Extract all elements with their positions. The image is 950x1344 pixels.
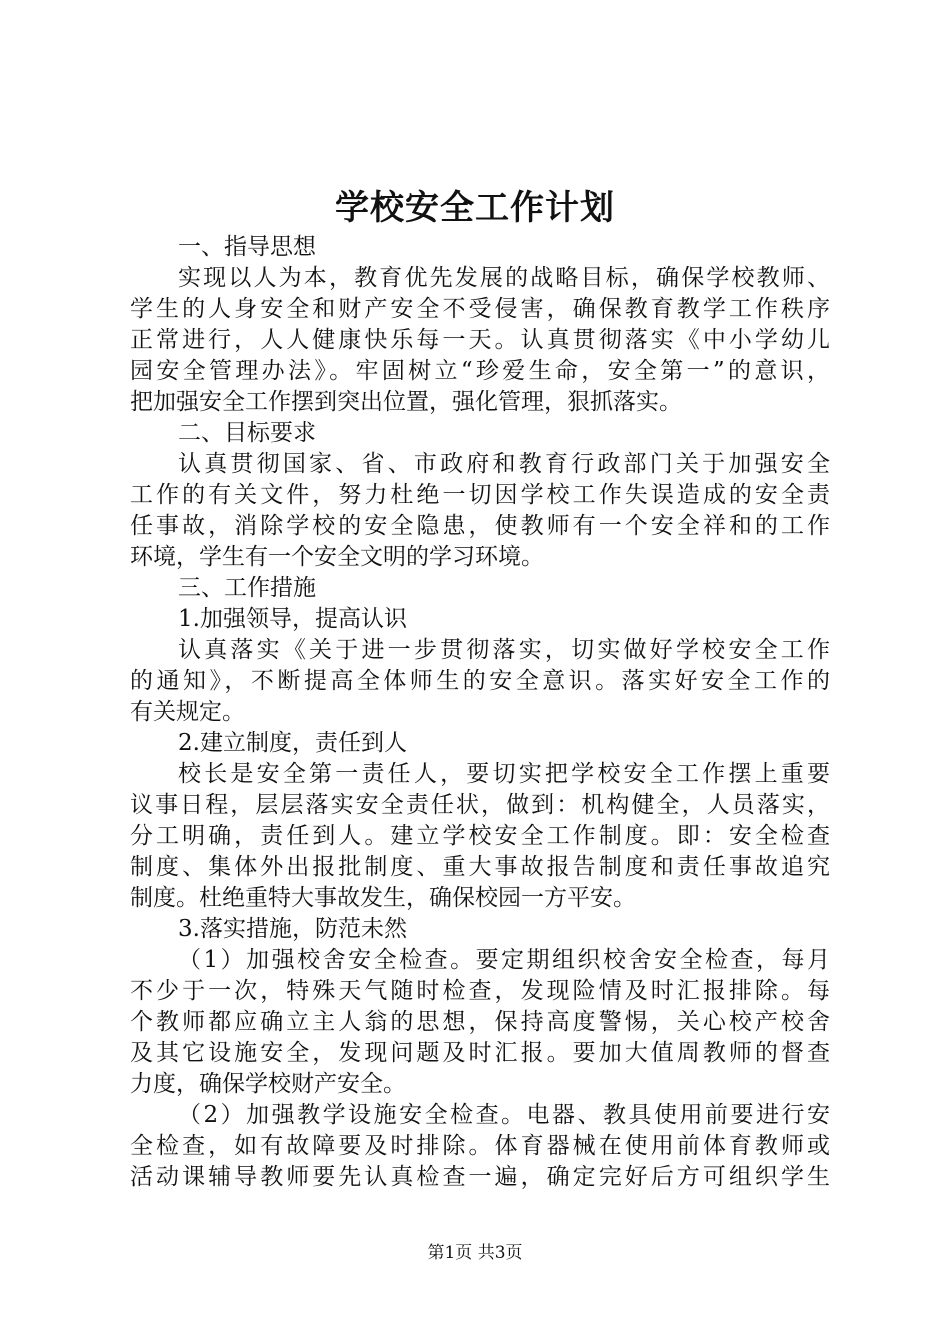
paragraph-line: 一、指导思想 [178,234,316,260]
paragraph-line: 1.加强领导，提高认识 [178,606,407,632]
paragraph-line: 议事日程，层层落实安全责任状，做到：机构健全，人员落实， [130,792,830,818]
paragraph-line: 三、工作措施 [178,575,316,601]
paragraph-line: 任事故，消除学校的安全隐患，使教师有一个安全祥和的工作 [130,513,830,539]
paragraph-line: 学生的人身安全和财产安全不受侵害，确保教育教学工作秩序 [130,296,830,322]
paragraph-line: 的通知》，不断提高全体师生的安全意识。落实好安全工作的 [130,668,830,694]
paragraph-line: 活动课辅导教师要先认真检查一遍，确定完好后方可组织学生 [130,1164,830,1190]
paragraph-line: 力度，确保学校财产安全。 [130,1071,406,1097]
paragraph-line: 实现以人为本，教育优先发展的战略目标，确保学校教师、 [178,265,830,291]
paragraph-line: 制度、集体外出报批制度、重大事故报告制度和责任事故追究 [130,854,830,880]
paragraph-line: 分工明确，责任到人。建立学校安全工作制度。即：安全检查 [130,823,830,849]
paragraph-line: 园安全管理办法》。牢固树立“珍爱生命，安全第一”的意识， [130,358,830,384]
paragraph-line: 认真贯彻国家、省、市政府和教育行政部门关于加强安全 [178,451,830,477]
document-title: 学校安全工作计划 [335,188,615,228]
page-footer: 第1页 共3页 [427,1243,523,1263]
paragraph-line: 有关规定。 [130,699,245,725]
paragraph-line: 环境，学生有一个安全文明的学习环境。 [130,544,544,570]
paragraph-line: 把加强安全工作摆到突出位置，强化管理，狠抓落实。 [130,389,682,415]
paragraph-line: 及其它设施安全，发现问题及时汇报。要加大值周教师的督查 [130,1040,830,1066]
paragraph-line: 二、目标要求 [178,420,316,446]
paragraph-line: 制度。杜绝重特大事故发生，确保校园一方平安。 [130,885,636,911]
document-body [130,232,830,1193]
paragraph-line: 2.建立制度，责任到人 [178,730,407,756]
paragraph-line: 认真落实《关于进一步贯彻落实，切实做好学校安全工作 [178,637,830,663]
paragraph-line: （2）加强教学设施安全检查。电器、教具使用前要进行安 [178,1102,830,1128]
paragraph-line: 工作的有关文件，努力杜绝一切因学校工作失误造成的安全责 [130,482,830,508]
paragraph-line: 校长是安全第一责任人，要切实把学校安全工作摆上重要 [178,761,830,787]
paragraph-line: 正常进行，人人健康快乐每一天。认真贯彻落实《中小学幼儿 [130,327,830,353]
paragraph-line: 全检查，如有故障要及时排除。体育器械在使用前体育教师或 [130,1133,830,1159]
paragraph-line: 3.落实措施，防范未然 [178,916,407,942]
paragraph-line: （1）加强校舍安全检查。要定期组织校舍安全检查，每月 [178,947,830,973]
paragraph-line: 个教师都应确立主人翁的思想，保持高度警惕，关心校产校舍 [130,1009,830,1035]
paragraph-line: 不少于一次，特殊天气随时检查，发现险情及时汇报排除。每 [130,978,830,1004]
